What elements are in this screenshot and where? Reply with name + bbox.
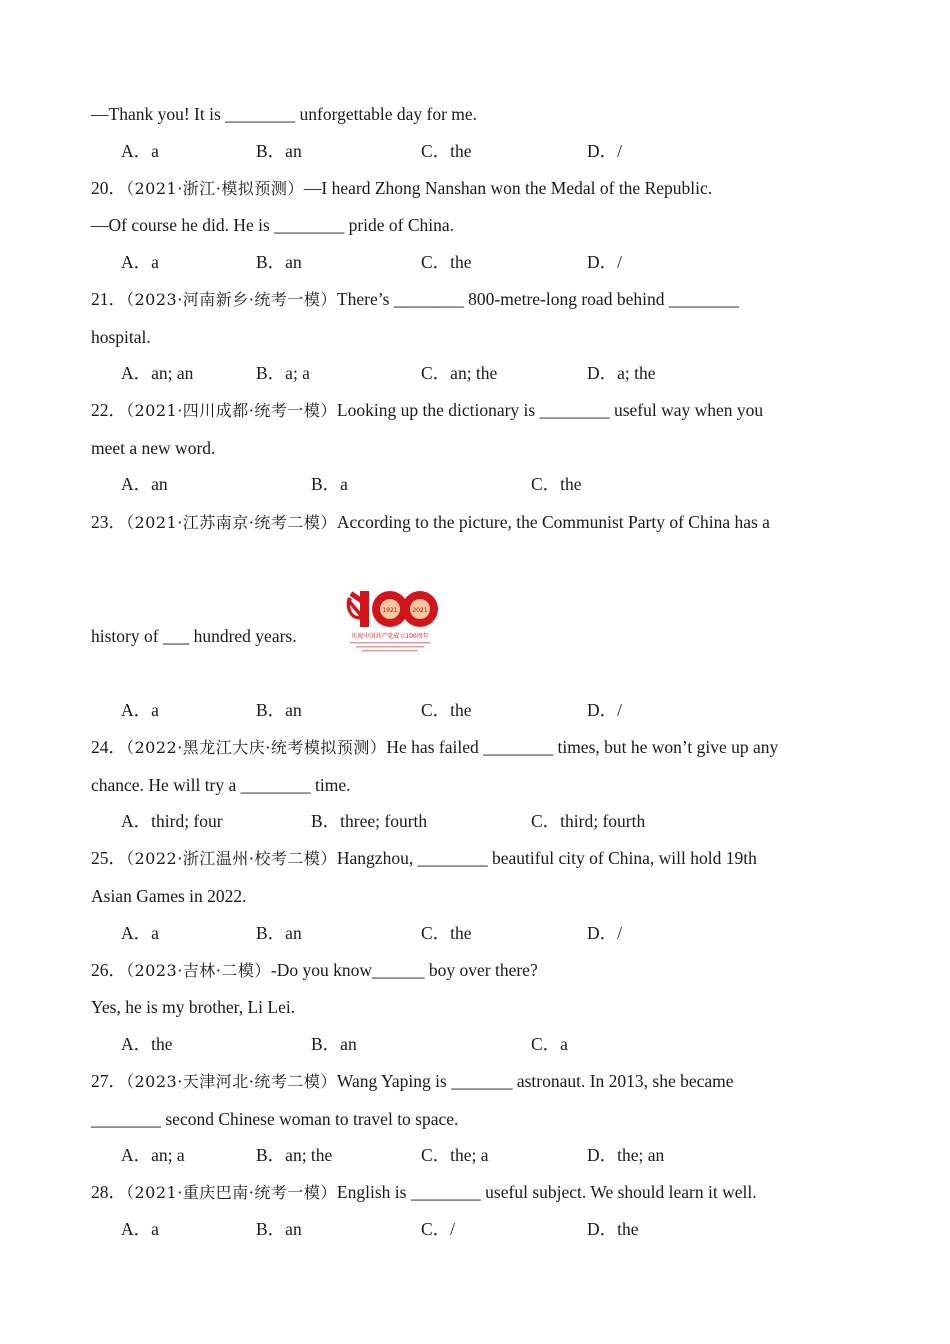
q21-option-d[interactable]: D．a; the xyxy=(587,363,656,383)
q19-option-a[interactable]: A．a xyxy=(121,141,159,161)
logo-year-right: 2021 xyxy=(412,607,428,614)
q28-option-d[interactable]: D．the xyxy=(587,1219,639,1239)
q23-option-a[interactable]: A．a xyxy=(121,700,159,720)
q26-option-b[interactable]: B．an xyxy=(311,1034,357,1054)
q25-option-a[interactable]: A．a xyxy=(121,923,159,943)
q23-option-b[interactable]: B．an xyxy=(256,700,302,720)
q26-text: -Do you know______ boy over there? xyxy=(270,960,538,980)
q26-number: 26． xyxy=(91,960,126,980)
q28-number: 28． xyxy=(91,1182,126,1202)
q21-source: （2023·河南新乡·统考一模） xyxy=(126,290,337,309)
q21-line2: hospital. xyxy=(91,327,151,347)
q20-option-a[interactable]: A．a xyxy=(121,252,159,272)
q20-option-c[interactable]: C．the xyxy=(421,252,472,272)
q28-text: English is ________ useful subject. We should learn it well. xyxy=(336,1182,757,1202)
q22-stem xyxy=(91,399,763,422)
logo-caption: 庆祝中国共产党成立100周年 xyxy=(351,633,429,640)
q26-source: （2023·吉林·二模） xyxy=(126,961,271,980)
q20-text: —I heard Zhong Nanshan won the Medal of the Republic. xyxy=(303,178,713,198)
q23-line2-end: hundred years. xyxy=(189,626,297,646)
q27-option-c[interactable]: C．the; a xyxy=(421,1145,489,1165)
q24-option-c[interactable]: C．third; fourth xyxy=(531,811,646,831)
q21-option-a[interactable]: A．an; an xyxy=(121,363,194,383)
q26-options xyxy=(0,1033,950,1055)
q21-options xyxy=(0,362,950,384)
q28-option-c[interactable]: C．/ xyxy=(421,1219,456,1239)
q23-line2 xyxy=(91,625,297,647)
q27-option-d[interactable]: D．the; an xyxy=(587,1145,665,1165)
q24-option-a[interactable]: A．third; four xyxy=(121,811,223,831)
q25-option-b[interactable]: B．an xyxy=(256,923,302,943)
q20-line2: —Of course he did. He is ________ pride of China. xyxy=(91,215,455,235)
q21-number: 21． xyxy=(91,289,126,309)
q25-option-c[interactable]: C．the xyxy=(421,923,472,943)
q23-option-d[interactable]: D．/ xyxy=(587,700,622,720)
q19-options xyxy=(0,140,950,162)
q27-number: 27． xyxy=(91,1071,126,1091)
q25-source: （2022·浙江温州·校考二模） xyxy=(126,849,337,868)
q22-text: Looking up the dictionary is ________ useful way when you xyxy=(336,400,764,420)
centenary-logo-image xyxy=(338,585,442,661)
q22-source: （2021·四川成都·统考一模） xyxy=(126,401,337,420)
q28-option-b[interactable]: B．an xyxy=(256,1219,302,1239)
q22-option-a[interactable]: A．an xyxy=(121,474,168,494)
q27-line2: ________ second Chinese woman to travel to space. xyxy=(91,1109,459,1129)
q24-options xyxy=(0,810,950,832)
q28-options xyxy=(0,1218,950,1240)
q28-stem xyxy=(91,1181,757,1204)
q22-option-c[interactable]: C．the xyxy=(531,474,582,494)
q25-number: 25． xyxy=(91,848,126,868)
q23-number: 23． xyxy=(91,512,126,532)
q20-option-d[interactable]: D．/ xyxy=(587,252,622,272)
q20-source: （2021·浙江·模拟预测） xyxy=(126,179,304,198)
q23-source: （2021·江苏南京·统考二模） xyxy=(126,513,337,532)
q27-text: Wang Yaping is _______ astronaut. In 2013, she became xyxy=(336,1071,734,1091)
q27-options xyxy=(0,1144,950,1166)
q27-source: （2023·天津河北·统考二模） xyxy=(126,1072,337,1091)
q26-stem xyxy=(91,959,538,982)
q23-option-c[interactable]: C．the xyxy=(421,700,472,720)
q28-option-a[interactable]: A．a xyxy=(121,1219,159,1239)
q24-line2: chance. He will try a ________ time. xyxy=(91,775,351,795)
centenary-numerals xyxy=(360,591,438,627)
q20-number: 20． xyxy=(91,178,126,198)
q24-option-b[interactable]: B．three; fourth xyxy=(311,811,428,831)
q19-option-d[interactable]: D．/ xyxy=(587,141,622,161)
q23-line2-start: history of xyxy=(91,626,163,646)
q24-source: （2022·黑龙江大庆·统考模拟预测） xyxy=(126,738,387,757)
q27-option-a[interactable]: A．an; a xyxy=(121,1145,185,1165)
q22-line2: meet a new word. xyxy=(91,438,216,458)
q24-number: 24． xyxy=(91,737,126,757)
q27-option-b[interactable]: B．an; the xyxy=(256,1145,333,1165)
q25-line2: Asian Games in 2022. xyxy=(91,886,247,906)
q23-stem xyxy=(91,511,770,534)
q19-line1: —Thank you! It is ________ unforgettable day for me. xyxy=(91,104,478,124)
logo-year-left: 1921 xyxy=(382,607,398,614)
q26-option-a[interactable]: A．the xyxy=(121,1034,173,1054)
q24-stem xyxy=(91,736,778,759)
q20-stem xyxy=(91,177,712,200)
q24-text: He has failed ________ times, but he won’t give up any xyxy=(386,737,779,757)
q27-stem xyxy=(91,1070,734,1093)
q25-options xyxy=(0,922,950,944)
q21-option-c[interactable]: C．an; the xyxy=(421,363,498,383)
q23-text: According to the picture, the Communist Party of China has a xyxy=(336,512,770,532)
q22-options xyxy=(0,473,950,495)
q25-stem xyxy=(91,847,757,870)
q22-number: 22． xyxy=(91,400,126,420)
q22-option-b[interactable]: B．a xyxy=(311,474,348,494)
q20-option-b[interactable]: B．an xyxy=(256,252,302,272)
q23-options xyxy=(0,699,950,721)
q21-stem xyxy=(91,288,739,311)
q25-option-d[interactable]: D．/ xyxy=(587,923,622,943)
q26-option-c[interactable]: C．a xyxy=(531,1034,568,1054)
q21-text: There’s ________ 800-metre-long road behind ________ xyxy=(336,289,739,309)
q19-option-b[interactable]: B．an xyxy=(256,141,302,161)
q26-line2: Yes, he is my brother, Li Lei. xyxy=(91,997,296,1017)
q23-blank: ___ xyxy=(162,626,190,646)
q21-option-b[interactable]: B．a; a xyxy=(256,363,310,383)
q20-options xyxy=(0,251,950,273)
q25-text: Hangzhou, ________ beautiful city of China, will hold 19th xyxy=(336,848,757,868)
q28-source: （2021·重庆巴南·统考一模） xyxy=(126,1183,337,1202)
q19-option-c[interactable]: C．the xyxy=(421,141,472,161)
